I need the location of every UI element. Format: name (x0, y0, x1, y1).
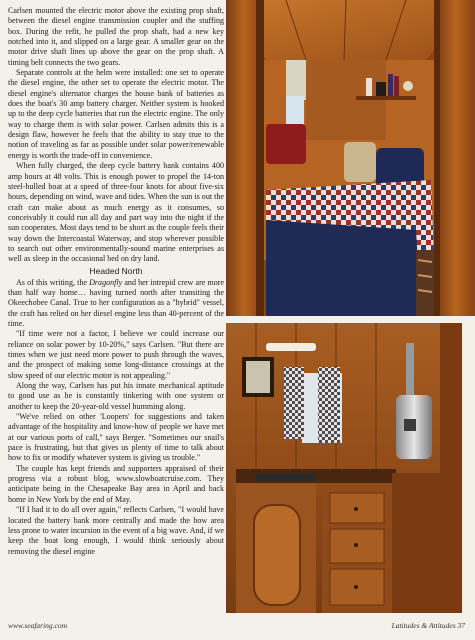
article-text-column (8, 6, 224, 609)
paragraph-text: and her intrepid crew are more than half way home… having turned north after transiting the Okeechobee Canal. True to her configuration as a "hybrid" vessel, the craft has relied on her diesel engine less than 40-percent of the time. (8, 277, 224, 328)
section-subhead: Headed North (89, 265, 143, 276)
paragraph: Carlsen mounted the electric motor above the existing prop shaft, between the diesel engine transmission coupler and the stuffing box. During the refit, he pulled the prop shaft, had a new key notched into it, and slipped on a large gear. A smaller gear on the motor drive shaft lines up above the gear on the prop shaft. A timing belt connects the two gears. (8, 6, 224, 67)
galley-photo (226, 323, 462, 613)
cabin-berth-photo (226, 0, 475, 316)
footer-page-label: Latitudes & Attitudes 37 (391, 621, 465, 630)
paragraph: The couple has kept friends and supporters appraised of their progress via a robust blog, www.slowboatcruise.com. They anticipate being in the Chesapeake Bay area in April and back home in New York by the end of May. (8, 463, 224, 504)
paragraph: "If time were not a factor, I believe we could increase our reliance on solar power by 10-20%," says Carlsen. "But there are times when we just need more power to push through the waves, and the prospect of making some long-distance crossings at the slow speed of our electric motor is not appealing." (8, 329, 224, 380)
paragraph (8, 278, 224, 330)
paragraph: Separate controls at the helm were installed: one set to operate the diesel engine, the other set to operate the electric motor. The diesel engine's alternator charges the house bank of batteries as does the boat's 30 amp battery charger. Neither system is hooked up to the deep cycle batteries that run the electric engine. The only way to charge them is with solar power. Carlsen admits this is a design flaw, however he feels that the ability to stay true to the notion of traveling as far as possible under solar power/renewable energy is worth the trade-off in convenience. (8, 68, 224, 160)
paragraph-text: As of this writing, the (16, 277, 90, 287)
paragraph: "We've relied on other 'Loopers' for suggestions and taken advantage of the hospitality and know-how of people we have met at our various ports of call," says Berger. "Sometimes our snail's pace is frustrating, but that gives us plenty of time to talk about how to fix or modify whatever system is giving us trouble." (8, 412, 224, 463)
paragraph: Along the way, Carlsen has put his innate mechanical aptitude to good use as he is constantly tinkering with one system or another to keep the 20-year-old vessel humming along. (8, 381, 224, 411)
paragraph: When fully charged, the deep cycle battery bank contains 400 amp hours at 48 volts. This is enough power to propel the 14-ton steel-hulled boat at a speed of three-four knots for about five-six hours, depending on wind, wave and tides. When the sun is out the craft can make about as much energy as it consumes, so conceivably it could run all day and part way into the night if the sun cooperates. Most days tend to be short as the couple feels their way down the Intercoastal Waterway, and stop wherever possible to search out other environmentally-sound marine enterprises as well as sleep in the occasional bed on dry land. (8, 161, 224, 264)
boat-name: Dragonfly (89, 277, 123, 287)
footer-website: www.seafaring.com (8, 621, 68, 630)
paragraph: "If I had it to do all over again," reflects Carlsen, "I would have located the battery bank more centrally and made the bow area less prone to water incursion in the event of a big wave. And, if we keep the boat long enough, I would think seriously about removing the diesel engine (8, 505, 224, 556)
